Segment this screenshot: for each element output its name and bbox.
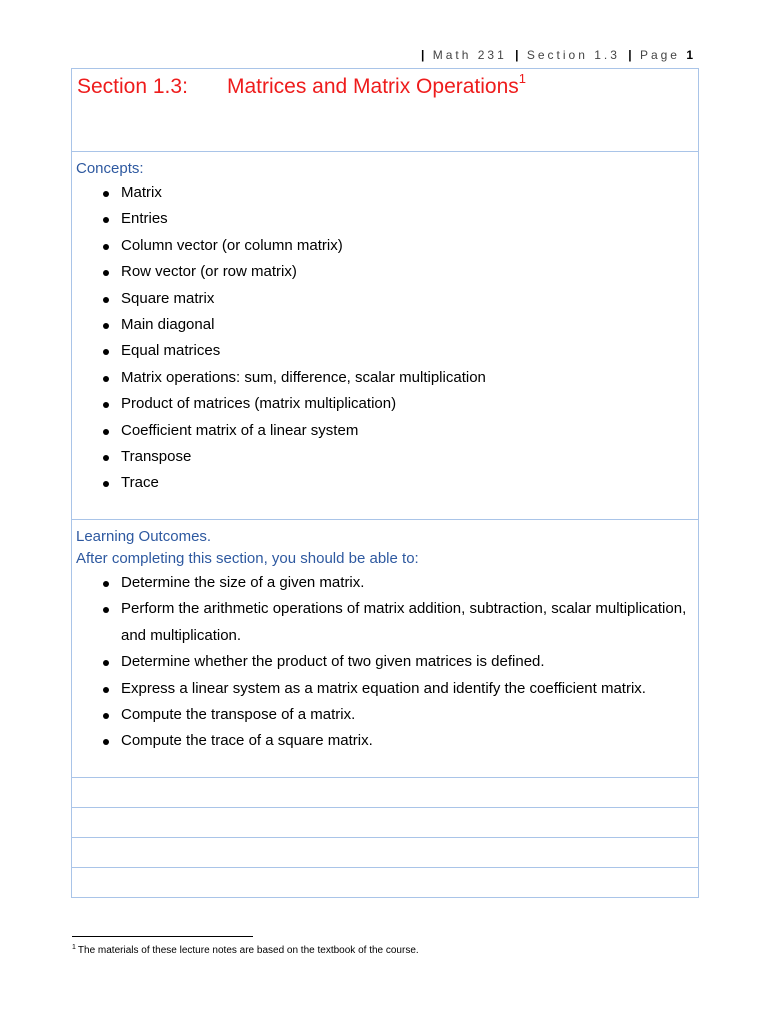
header-separator: | bbox=[628, 48, 632, 62]
footnote bbox=[72, 945, 419, 956]
outcomes-subheading: After completing this section, you should be able to: bbox=[76, 550, 419, 567]
concept-item: Column vector (or column matrix) bbox=[76, 233, 698, 259]
header-course: Math 231 bbox=[432, 48, 507, 62]
blank-row bbox=[72, 838, 698, 868]
page-title bbox=[77, 71, 698, 99]
footnote-text: The materials of these lecture notes are based on the textbook of the course. bbox=[77, 945, 419, 956]
title-text: Matrices and Matrix Operations bbox=[227, 75, 519, 98]
concept-item: Transpose bbox=[76, 444, 698, 470]
concept-item: Entries bbox=[76, 206, 698, 232]
outcome-item: Compute the transpose of a matrix. bbox=[76, 702, 698, 728]
concept-item: Equal matrices bbox=[76, 338, 698, 364]
concept-item: Trace bbox=[76, 470, 698, 496]
outcomes-list bbox=[76, 570, 698, 755]
concept-item: Main diagonal bbox=[76, 312, 698, 338]
blank-row bbox=[72, 808, 698, 838]
notes-table bbox=[71, 68, 699, 898]
concepts-heading: Concepts: bbox=[76, 160, 144, 177]
header-page-number: 1 bbox=[686, 48, 696, 62]
outcome-item: Express a linear system as a matrix equation and identify the coefficient matrix. bbox=[76, 676, 698, 702]
outcomes-cell bbox=[72, 520, 698, 778]
footnote-mark: 1 bbox=[72, 944, 76, 951]
outcome-item: Perform the arithmetic operations of matrix addition, subtraction, scalar multiplication, and multiplication. bbox=[76, 596, 698, 649]
concept-item: Matrix bbox=[76, 180, 698, 206]
concept-item: Matrix operations: sum, difference, scalar multiplication bbox=[76, 365, 698, 391]
title-cell bbox=[72, 69, 698, 152]
concepts-cell bbox=[72, 152, 698, 520]
outcome-item: Determine whether the product of two given matrices is defined. bbox=[76, 649, 698, 675]
outcomes-heading: Learning Outcomes. bbox=[76, 528, 212, 545]
header-separator: | bbox=[421, 48, 425, 62]
concept-item: Row vector (or row matrix) bbox=[76, 259, 698, 285]
outcome-item: Compute the trace of a square matrix. bbox=[76, 728, 698, 754]
header-section: Section 1.3 bbox=[526, 48, 620, 62]
header-page-label: Page bbox=[639, 48, 680, 62]
concept-item: Product of matrices (matrix multiplication) bbox=[76, 391, 698, 417]
title-footnote-mark: 1 bbox=[518, 71, 527, 86]
blank-row bbox=[72, 778, 698, 808]
blank-row bbox=[72, 868, 698, 898]
footnote-divider bbox=[72, 936, 253, 937]
title-section-label: Section 1.3: bbox=[77, 75, 188, 98]
concept-item: Coefficient matrix of a linear system bbox=[76, 418, 698, 444]
header-separator: | bbox=[515, 48, 519, 62]
concepts-list bbox=[76, 180, 698, 497]
concept-item: Square matrix bbox=[76, 286, 698, 312]
page-header bbox=[419, 48, 696, 62]
outcome-item: Determine the size of a given matrix. bbox=[76, 570, 698, 596]
